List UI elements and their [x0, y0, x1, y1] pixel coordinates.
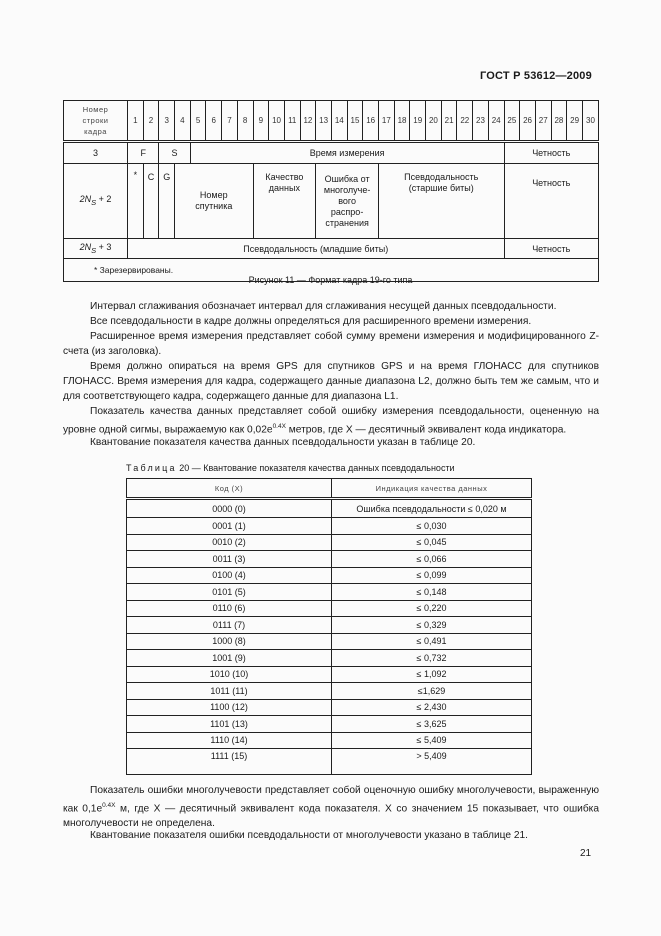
- bit-20: 20: [426, 101, 442, 142]
- table-row: 0100 (4) ≤ 0,099: [127, 567, 532, 584]
- row-label: 3: [64, 142, 128, 164]
- bit-12: 12: [300, 101, 316, 142]
- paragraph: Время должно опираться на время GPS для спутников GPS и на время ГЛОНАСС для спутников ГЛОНАСС. Время измерения для кадра, содержащего данные диапазона L2, должно быть тем же самым, что и для соответствующего кадра, содержащего данные для диапазона L1.: [63, 361, 599, 402]
- bit-18: 18: [394, 101, 410, 142]
- paragraph: Квантование показателя ошибки псевдодальности от многолучевости указано в таблице 21.: [90, 830, 529, 841]
- row-label: $2N_S + 2$: [64, 164, 128, 239]
- table-row: 1001 (9) ≤ 0,732: [127, 650, 532, 667]
- bit-13: 13: [316, 101, 332, 142]
- table-row: 1010 (10) ≤ 1,092: [127, 666, 532, 683]
- table-row: 1000 (8) ≤ 0,491: [127, 633, 532, 650]
- bit-29: 29: [567, 101, 583, 142]
- table-row: 0111 (7) ≤ 0,329: [127, 617, 532, 634]
- table-row: 1111 (15) > 5,409: [127, 749, 532, 775]
- bit-30: 30: [582, 101, 598, 142]
- paragraph: Квантование показателя качества данных псевдодальности указан в таблице 20.: [90, 437, 476, 448]
- table-row: 1100 (12) ≤ 2,430: [127, 699, 532, 716]
- bit-9: 9: [253, 101, 269, 142]
- bit-21: 21: [441, 101, 457, 142]
- field-g: G: [159, 164, 175, 239]
- field-multipath-error: Ошибка от многолуче- вого распро- странения: [316, 164, 379, 239]
- bit-26: 26: [520, 101, 536, 142]
- bit-8: 8: [237, 101, 253, 142]
- bit-2: 2: [143, 101, 159, 142]
- paragraph: Все псевдодальности в кадре должны определяться для расширенного времени измерения.: [90, 316, 532, 327]
- bit-22: 22: [457, 101, 473, 142]
- table-20-caption: Таблица 20 — Квантование показателя качества данных псевдодальности: [126, 463, 455, 473]
- table-row: 0101 (5) ≤ 0,148: [127, 584, 532, 601]
- bit-25: 25: [504, 101, 520, 142]
- table-row: 0011 (3) ≤ 0,066: [127, 551, 532, 568]
- field-measurement-time: Время измерения: [190, 142, 504, 164]
- bit-6: 6: [206, 101, 222, 142]
- page-number: 21: [580, 848, 592, 859]
- field-parity: Четность: [504, 239, 599, 259]
- paragraph: Интервал сглаживания обозначает интервал для сглаживания несущей данных псевдодальности.: [90, 301, 557, 312]
- field-parity: Четность: [504, 142, 599, 164]
- field-s: S: [159, 142, 190, 164]
- table-row: 1101 (13) ≤ 3,625: [127, 716, 532, 733]
- figure-caption: Рисунок 11 — Формат кадра 19-го типа: [248, 275, 413, 285]
- bit-19: 19: [410, 101, 426, 142]
- bit-number-row: [64, 101, 599, 142]
- table-row: 0001 (1) ≤ 0,030: [127, 518, 532, 535]
- table-row: 1110 (14) ≤ 5,409: [127, 732, 532, 749]
- bit-4: 4: [175, 101, 191, 142]
- field-reserved: *: [128, 164, 144, 239]
- frame-row-3: [64, 142, 599, 164]
- paragraph: Показатель ошибки многолучевости представляет собой оценочную ошибку многолучевости, выраженную как $0,1e^{0.4X}$ м, где X — десятичный эквивалент кода показателя. X со значением 15 показывает, что ошибка многолучевости не определена.: [63, 785, 599, 830]
- bit-10: 10: [269, 101, 285, 142]
- column-header-code: Код (X): [127, 479, 332, 499]
- table-row: 0110 (6) ≤ 0,220: [127, 600, 532, 617]
- frame-row-2ns-plus-3: [64, 239, 599, 259]
- footnote-reserved: * Зарезервированы.: [64, 259, 599, 282]
- bit-27: 27: [535, 101, 551, 142]
- bit-15: 15: [347, 101, 363, 142]
- bit-11: 11: [284, 101, 300, 142]
- bit-28: 28: [551, 101, 567, 142]
- table-row: 0010 (2) ≤ 0,045: [127, 534, 532, 551]
- field-parity: Четность: [504, 164, 599, 239]
- bit-16: 16: [363, 101, 379, 142]
- document-standard-header: ГОСТ Р 53612—2009: [480, 70, 592, 82]
- bit-17: 17: [379, 101, 395, 142]
- bit-7: 7: [222, 101, 238, 142]
- table-row: 0000 (0) Ошибка псевдодальности ≤ 0,020 м: [127, 499, 532, 518]
- bit-1: 1: [128, 101, 144, 142]
- table-20: [126, 478, 532, 775]
- row-number-header: Номер строки кадра: [64, 101, 128, 142]
- field-pseudorange-low: Псевдодальность (младшие биты): [128, 239, 505, 259]
- bit-5: 5: [190, 101, 206, 142]
- bit-3: 3: [159, 101, 175, 142]
- paragraph: Расширенное время измерения представляет собой сумму времени измерения и модифицированного Z-счета (из заголовка).: [63, 331, 599, 357]
- bit-24: 24: [488, 101, 504, 142]
- field-c: C: [143, 164, 159, 239]
- column-header-indication: Индикация качества данных: [332, 479, 532, 499]
- table-header-row: [127, 479, 532, 499]
- field-pseudorange-high: Псевдодальность (старшие биты): [379, 164, 505, 239]
- field-satellite-number: Номер спутника: [175, 164, 253, 239]
- paragraph: Показатель качества данных представляет собой ошибку измерения псевдодальности, оцененную на уровне одной сигмы, выражаемую как $0,02e^{0.4X}$ метров, где X — десятичный эквивалент кода индикатора.: [63, 406, 599, 436]
- field-f: F: [128, 142, 159, 164]
- table-row: 1011 (11) ≤1,629: [127, 683, 532, 700]
- frame-row-2ns-plus-2: [64, 164, 599, 239]
- bit-23: 23: [473, 101, 489, 142]
- row-label: $2N_S + 3$: [64, 239, 128, 259]
- frame-format-table: [63, 100, 599, 282]
- field-data-quality: Качество данных: [253, 164, 316, 239]
- bit-14: 14: [331, 101, 347, 142]
